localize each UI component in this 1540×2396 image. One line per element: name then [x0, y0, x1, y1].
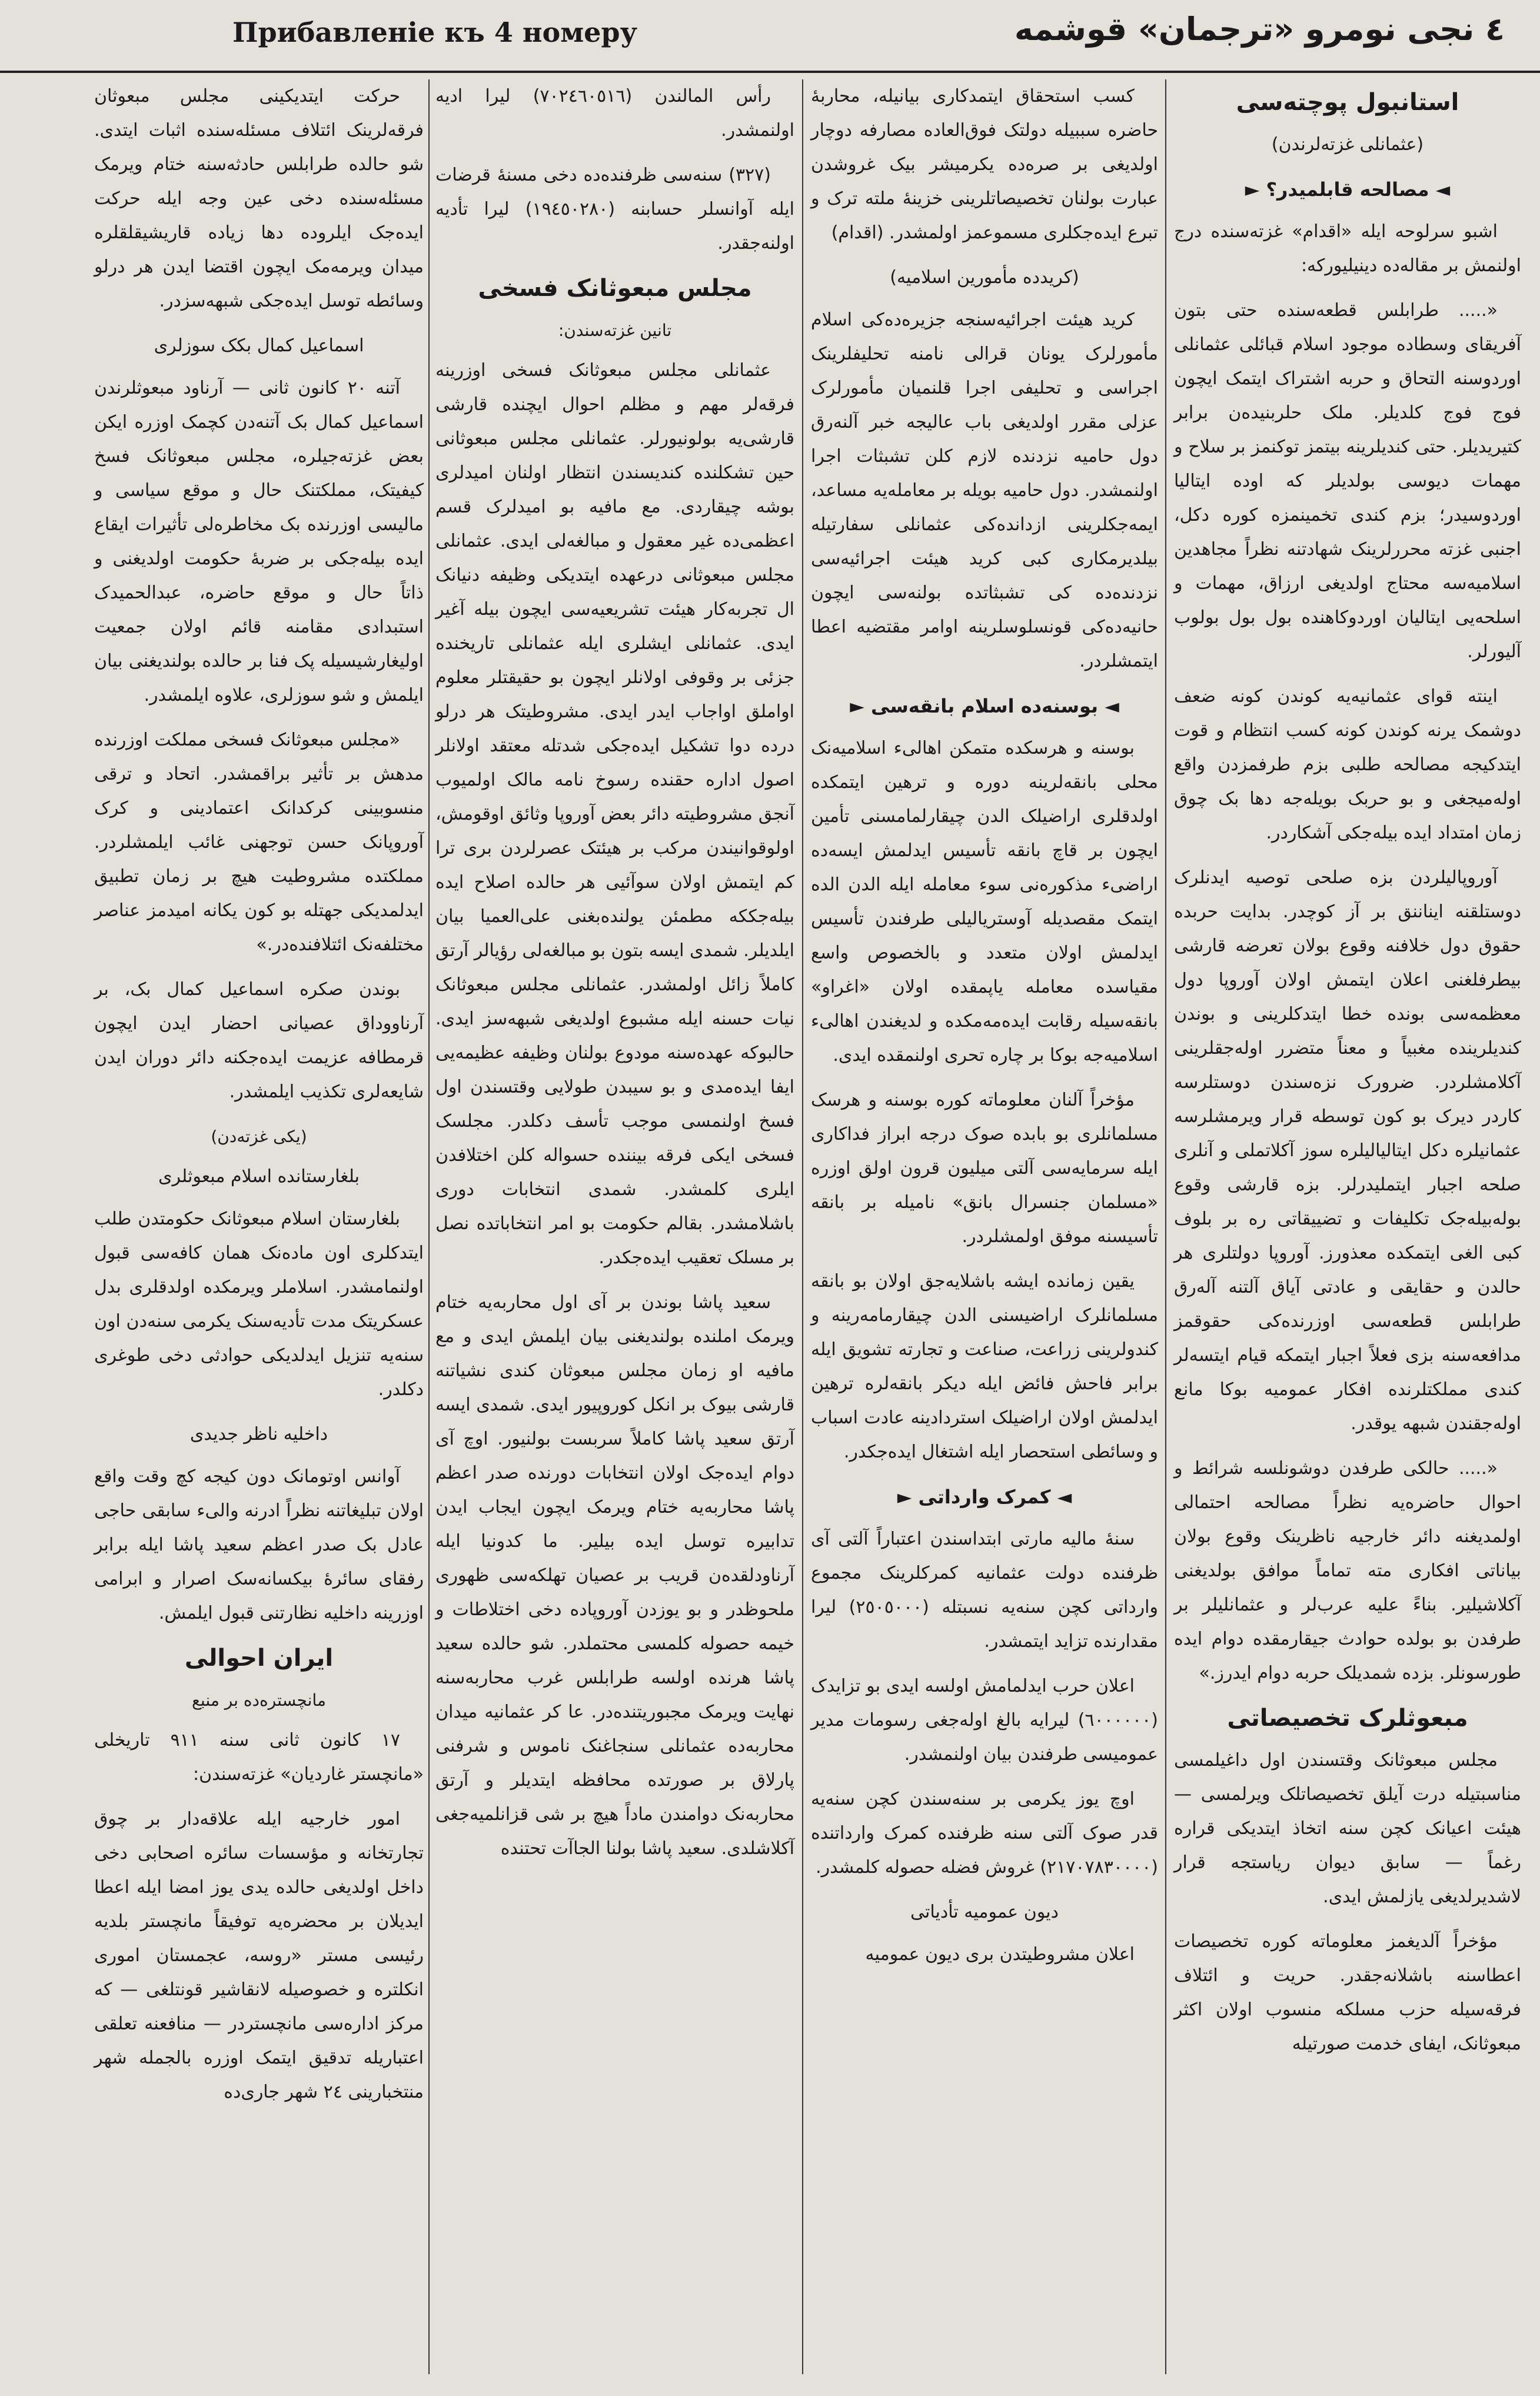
column-3	[435, 79, 794, 2374]
article-paragraph: حرکت ایتدیکینی مجلس مبعوثان فرقه‌لرینک ائتلاف مسئله‌سنده اثبات ایتدی. شو حالده طرابلس حادثه‌سنه ختام ویرمک مسئله‌سنده دخی عین وجه ایله حرکت ایده‌جک ایلروده دها زیاده قاریشیقلقلره میدان ویرمه‌مک ایچون اقتضا ایدن هر درلو وسائطه توسل ایده‌جکی شبهه‌سزدر.	[94, 86, 424, 311]
article-paragraph: بلغارستان اسلام مبعوثانک حکومتدن طلب ایتدکلری اون ماده‌نک همان کافه‌سی قبول اولنمامشدر. اسلاملر ویرمکده اولدقلری بدل عسکریتک مدت تأدیه‌سنک یکرمی سنه‌دن اون سنه‌یه تنزیل ایدلدیکی حوادثی دخی طوغری دکلدر.	[94, 1209, 424, 1400]
source-line: تانین غزته‌سندن:	[558, 321, 672, 340]
article-paragraph: امور خارجیه ایله علاقه‌دار بر چوق تجارتخانه و مؤسسات سائره اصحابی دخی داخل اولدیغی حالده یدی یوز امضا ایله اعطا ایدیلان بر محضرەیه توفیقاً مانچستر بلدیه رئیسی مستر «روسه، عجمستان اموری انکلتره و خصوصیله لانقاشیر قونتلغی — که مرکز اداره‌سی مانچستردر — منافعنه تعلقی اعتباریله تدقیق ایتمک اوزره بالجمله شهر منتخبارینی ٢٤ شهر جاری‌ده	[94, 1809, 424, 2102]
article-paragraph: مؤخراً آلنان معلوماته کوره بوسنه و هرسک مسلمانلری بو بابده صوک درجه ابراز فداکاری ایله سرمایه‌سی آلتی میلیون قرون اولق اوزره «مسلمان جنسرال بانق» نامیله بر بانقه تأسیسنه موفق اولمشلردر.	[811, 1090, 1158, 1247]
section-heading-bosnia-bank: ◄ بوسنه‌ده اسلام بانقه‌سی ►	[811, 689, 1158, 723]
article-paragraph: بوندن صکره اسماعیل کمال بک، بر آرناووداق عصیانی احضار ایدن ایچون قرمطافه عزیمت ایده‌جکنه دائر دوران ایدن شایعه‌لری تکذیب ایلمشدر.	[94, 979, 424, 1102]
section-heading-deputies-allowance: مبعوثلرک تخصیصاتی	[1227, 1705, 1468, 1732]
ottoman-supplement-title: ٤ نجی نومرو «ترجمان» قوشمه	[1014, 11, 1505, 48]
article-paragraph: مؤخراً آلدیغمز معلوماته کوره تخصیصات اعطاسنه باشلانه‌جقدر. حریت و ائتلاف فرقه‌سیله حزب مسلکه منسوب اولان اکثر مبعوثانک، ایفای خدمت صورتیله	[1174, 1931, 1521, 2054]
article-paragraph: «..... طرابلس قطعه‌سنده حتی بتون آفریقای وسطاده موجود اسلام قبائلی عثمانلی اوردوسنه التحاق و حربه اشتراک ایتمک ایچون فوج فوج کلدیلر. ملک حلربنیده‌ن برابر کتیریدیلر. حتی کندیلرینه بیتمز توکنمز بر سلاح و مهمات دیوسی بولدیلر که اوده ایتالیا اوردوسیدر؛ بزم کندی تخمینمزه کوره دکل، اجنبی غزته محررلرینک شهادتنه نظراً مجاهدین اسلامیه‌سه محتاج اولدیغی ارزاق، مهمات و اسلحه‌یی ایتالیان اوردوکاهنده بول بول بولوب آلیورلر.	[1174, 300, 1521, 662]
article-paragraph: یقین زمانده ایشه باشلایه‌جق اولان بو بانقه مسلمانلرک اراضیسنی الدن چیقارمامه‌رینه و کندولرینی زراعت، صناعت و تجارته تشویق ایله برابر فاحش فائض ایله دیکر بانقه‌لره ترهین ایدلمش اولان اراضیلک استردادینه عادت اسباب و وسائطی استحصار ایله اشتغال ایده‌جکدر.	[811, 1271, 1158, 1462]
article-paragraph: سعید پاشا بوندن بر آی اول محاربه‌یه ختام ویرمک املنده بولندیغنی بیان ایلمش ایدی و مع مافیه او زمان مجلس مبعوثان کندی نشیاتنه قارشی بیوک بر انکل کوروپیور ایدی. شمدی ایسه آرتق سعید پاشا کاملاً سربست بولنیور. اوچ آی دوام ایده‌جک اولان انتخابات دورنده صدر اعظم پاشا محاربه‌یه ختام ویرمک ایچون ایجاب ایدن تدابیره توسل ایده بیلیر. ما کدونیا ایله آرناودلقده‌ن قریب بر عصیان تهلکه‌سی ظهوری ملحوظدر و بو یوزدن آوروپاده دخی اختلاطات و خیمه حصوله کلمسی محتملدر. شو حالده سعید پاشا هرنده اولسه طرابلس غرب محاربه‌سنه نهایت ویرمک مجبوریتنده‌در. عا کر عثمانیه میدان محاربه‌ده عثمانلی سنجاغنک ناموس و شرفنی پارلاق بر صورتده محافظه ایتدیلر و آرتق محاربه‌نک دوامندن ماداً هیچ بر شی قزانلمیه‌جغی آکلاشلدی. سعید پاشا بولنا الجاآت تحتنده	[435, 1292, 794, 1859]
article-paragraph: آوانس اوتومانک دون کیجه کچ وقت واقع اولان تبلیغاتنه نظراً ادرنه والیء سابقی حاجی عادل بک صدر اعظم سعید پاشا ایله برابر رفقای سائرهٔ بیکسانه‌سک اصرار و ابرامی اوزرینه داخلیه نظارتنی قبول ایلمش.	[94, 1466, 424, 1623]
article-paragraph: مجلس مبعوثانک وقتسندن اول داغیلمسی مناسبتیله درت آیلق تخصیصاتلک ویرلمسی — هیئت اعیانک کچن سنه اتخاذ ایتدیکی قراره رغماً — سابق دیوان ریاستجه قرار لاشدیرلدیغی یازلمش ایدی.	[1174, 1750, 1521, 1907]
article-paragraph: اینته قوای عثمانیه‌یه کوندن کونه ضعف دوشمک یرنه کوندن کونه کسب انتظام و قوت ایتدکیجه مصالحه طلبی بزم طرفمزدن واقع اوله‌میجغی و بو حربک بویله‌جه دها بک چوق زمان امتداد ایده بیله‌جکی آشکاردر.	[1174, 686, 1521, 843]
section-heading-interior-minister: داخلیه ناظر جدیدی	[189, 1424, 328, 1445]
headline-iran-affairs: ایران احوالی	[184, 1645, 334, 1672]
section-heading-public-debt: دیون عمومیه تأدیاتی	[910, 1902, 1059, 1922]
column-divider	[428, 79, 430, 2374]
subhead-ottoman-press: (عثمانلی غزته‌لرندن)	[1271, 134, 1424, 155]
column-4	[94, 79, 424, 2374]
article-paragraph: آوروپالیلردن بزه صلحی توصیه ایدنلرک دوستلقنه ایناننق بر آز کوچدر. بدایت حربده حقوق دول خلافنه وقوع بولان تعرضه قارشی بیطرفلغنی اعلان ایتمش اولان آوروپا دول معظمه‌سی بونده خطا ایتدکلرینی و بوندن کندیلرینده مغبیاً و معناً متضرر اوله‌جقلرینی آکلامشلردر. ضرورک نزه‌سندن دوستلرسه کاردر دیرک بو کون توسطه قرار ویرمشلرسه عثمانیلره دکل ایتالیالیلره سوز آکلاتملی و آنلری صلحه اجبار ایتملیدرلر. بزه قارشی وقوع بوله‌بیله‌جک تکلیفات و تضییقاتی ره بر بلوف کبی الغی ایتمکده معذورز. آوروپا دولتلری هر حالدن و حقایقی و عادتی آیاق آلتنه آلەرق طرابلس قطعه‌سی اوزرنده‌کی حقوقمز مدافعه‌سنه بزی فعلاً اجبار ایتمکه قیام ایتسه‌لر کندی مملکتلرنده افکار عمومیه بوکا مانع اوله‌جقندن شبهه یوقدر.	[1174, 867, 1521, 1434]
article-paragraph: رأس المالندن (٧٠٢٤٦٠٥١٦) لیرا ادیه اولنمشدر.	[435, 86, 794, 141]
column-divider	[1165, 79, 1166, 2374]
article-paragraph: اعلان مشروطیتدن بری دیون عمومیه	[865, 1944, 1135, 1965]
section-heading-bulgaria-deputies: بلغارستانده اسلام مبعوثلری	[158, 1166, 360, 1187]
masthead	[0, 0, 1540, 73]
column-divider	[802, 79, 803, 2374]
column-2	[811, 79, 1158, 2374]
article-paragraph: کرید هیئت اجرائیه‌سنجه جزیره‌ده‌کی اسلام مأمورلرک یونان قرالی نامنه تحلیفلرینک اجراسی و تحلیفی اجرا قلنمیان مأمورلرک عزلی مقرر اولدیغی باب عالیجه خبر آلنه‌رق دول حامیه نزدنده لازم کلن تشبثات اجرا اولنمشدر. دول حامیه بویله بر معامله‌یه مساعد، ایمه‌جکلرینی ازدانده‌کی عثمانلی سفارتیله بیلدیرمکاری کبی کرید هیئت اجرائیه‌سی نزدنده‌ده کی تشبثاتده بولنه‌سی ایچون حانیه‌ده‌کی قونسلوسلرینه اوامر مقتضیه اعطا ایتمشلردر.	[811, 310, 1158, 671]
russian-supplement-title: Прибавленіе къ 4 номеру	[232, 16, 638, 48]
article-paragraph: «..... حالکی طرفدن دوشونلسه شرائط و احوال حاضره‌یه نظراً مصالحه احتمالی اولمدیغنه دائر خارجیه ناظرینک وقوع بولان بیاناتی افکاری مته تماماً موافق بولدیغنی آکلاشیلیر. بناءً علیه عرب‌لر و عثمانلیلر بر طرفدن بو بولده حوادث جیقارمقده دوام ایده طورسونلر. بزده شمدیلک حربه دوام ایدرز.»	[1174, 1458, 1521, 1683]
headline-parliament-dissolution: مجلس مبعوثانک فسخی	[478, 275, 752, 302]
section-heading-customs-revenue: ◄ کمرک وارداتی ►	[811, 1480, 1158, 1514]
headline-istanbul-post: استانبول پوچته‌سی	[1236, 89, 1459, 116]
article-paragraph: (٣٢٧) سنه‌سی ظرفنده‌ده دخی مسنهٔ قرضات ایله آوانسلر حسابنه (١٩٤٥٠٢٨٠) لیرا تأدیه اولنه‌جقدر.	[435, 165, 795, 254]
article-paragraph: بوسنه و هرسکده متمکن اهالیء اسلامیه‌نک محلی بانقه‌لرینه دوره و ترهین ایتمکده اولدقلری اراضیلک الدن چیقارلمامسنی تأمین ایچون بر قاچ بانقه تأسیس ایدلمش ایسه‌ده اراضیء مذکوره‌نی سوء معامله ایله الدن الده ایتمک مقصدیله آوستریالیلی طرفندن تأسیس ایدلمش اولان متعدد و بالخصوص واسع مقیاسده معامله یاپمقده اولان «اغراو» بانقه‌سیله رقابت ایده‌مه‌مکده و لدیغندن اهالیء اسلامیه‌جه بوکا بر چاره تحری اولنمقده ایدی.	[811, 738, 1158, 1066]
source-line: مانچستره‌ده بر منبع	[192, 1690, 326, 1710]
section-heading-crete-officials: (کریدده مأمورین اسلامیه)	[890, 267, 1079, 288]
article-paragraph: اشبو سرلوحه ایله «اقدام» غزته‌سنده درج اولنمش بر مقاله‌ده دینیلیورکه:	[1174, 221, 1521, 276]
source-line: (یکی غزته‌دن)	[211, 1127, 307, 1146]
article-paragraph: آتنه ٢٠ کانون ثانی — آرناود مبعوثلرندن اسماعیل کمال بک آتنه‌دن کچمک اوزره ایکن بعض غزته‌جیلره، مجلس مبعوثانک فسخ کیفیتک، مملکتنک حال و موقع سیاسی و مالیسی اوزرنده بک مخاطره‌لی تأثیرات ایقاع ایده بیله‌جکی بر ضربهٔ حکومت اولدیغنی و ذاتاً حال و موقع حاضره، عبدالحمیدک استبدادی مقامنه قائم اولان جمعیت اولیغارشیسیله پک فنا بر حالده بولندیغنی بیان ایلمش و شو سوزلری، علاوه ایلمشدر.	[94, 378, 424, 706]
article-paragraph: «مجلس مبعوثانک فسخی مملکت اوزرنده مدهش بر تأثیر براقمشدر. اتحاد و ترقی منسوبینی کرکدانک اعتمادینی و کرک آوروپانک حسن توجهنی غائب ایلمشلردر. مملکتده مشروطیت هیچ بر زمان تطبیق ایدلمدیکی جهتله بو کون یکانه امیدمز عناصر مختلفه‌نک ائتلافنده‌در.»	[94, 730, 424, 955]
article-paragraph: اوچ یوز یکرمی بر سنه‌سندن کچن سنه‌یه قدر صوک آلتی سنه ظرفنده کمرک وارداتنده (٢١٧٠٧٨٣٠٠٠٠) غروش فضله حصوله کلمشدر.	[811, 1789, 1158, 1878]
article-paragraph: ١٧ کانون ثانی سنه ٩١١ تاریخلی «مانچستر غاردیان» غزته‌سندن:	[94, 1730, 424, 1785]
article-paragraph: عثمانلی مجلس مبعوثانک فسخی اوزرینه فرقه‌لر مهم و مظلم احوال ایچنده قارشی قارشی‌یه بولونیورلر. عثمانلی مجلس مبعوثانی حین تشکلنده کندیسندن انتظار اولنان امیدلری بوشه چیقاردی. مع مافیه بو امیدلرک قسم اعظمی‌ده غیر معقول و مبالغه‌لی ایدی. عثمانلی مجلس مبعوثانی درعهده ایتدیکی وظیفه دنیانک ال تجربه‌کار هیئت تشریعیه‌سی ایچون بیله آغیر ایدی. عثمانلی ایشلری ایله عثمانلی تاریخنده جزئی بر وقوفی اولانلر ایچون بو حقیقتلر معلوم اواملق اواجاب ایدر ایدی. مشروطیتک هر درلو درده دوا تشکیل ایده‌جکی شدتله معتقد اولانلر اصول اداره حقنده رسوخ نامه مالک اولمیوب آنجق مشروطیته دائر بعض آوروپا وثائق اوقومش، اولوقوانیندن مرکب بر هیئتک عصرلردن بری ترا کم ایتمش اولان سوآئیی هر حالده اصلاح ایده بیله‌جککه مطمئن یولنده‌بغنی علی‌العمیا بیان ایلدیلر. شمدی ایسه بتون بو مبالغه‌لی رؤیالر آرتق کاملاً زائل اولمشدر. عثمانلی مجلس مبعوثانک نیات حسنه ایله مشبوع اولدیغی شبهه‌سز ایدی. حالبوکه عهده‌سنه مودوع بولنان وظیفه عظیمه‌یی ایفا ایده‌مدی و بو سیبدن طولایی وقتسندن اول فسخ اولنمسی موجب تأسف دکلدر. مجلسک فسخی ایکی فرقه بیننده حسواله کلن اختلافدن ایلری کلمشدر. شمدی انتخابات دوری باشلامشدر. بقالم حکومت بو امر انتخاباتده نصل بر مسلک تعقیب ایده‌جکدر.	[435, 360, 794, 1268]
section-heading-peace: ◄ مصالحه قابلمیدر؟ ►	[1174, 172, 1521, 207]
section-heading-ismail-kemal: اسماعیل کمال بکک سوزلری	[154, 335, 364, 356]
article-paragraph: کسب استحقاق ایتمدکاری بیانیله، محاربهٔ حاضره سببیله دولتک فوق‌العاده مصارفه دوچار اولدیغی بر صره‌ده یکرمیشر بیک غروشدن عبارت بولنان تخصیصاتلرینی خزینهٔ ملته ترک و تبرع ایده‌جکلری مسموعمز اولمشدر. (اقدام)	[811, 86, 1158, 243]
article-paragraph: سنهٔ مالیه مارتی ابتداسندن اعتباراً آلتی آی ظرفنده دولت عثمانیه کمرکلرینک مجموع وارداتی کچن سنه‌یه نسبتله (٢٥٠٥٠٠٠) لیرا مقدارنده تزاید ایتمشدر.	[811, 1529, 1158, 1652]
article-paragraph: اعلان حرب ایدلمامش اولسه ایدی بو تزایدک (٦٠٠٠٠٠٠) لیرایه بالغ اوله‌جغی رسومات مدیر عمومیسی طرفندن بیان اولنمشدر.	[811, 1676, 1158, 1765]
column-1	[1174, 79, 1521, 2374]
